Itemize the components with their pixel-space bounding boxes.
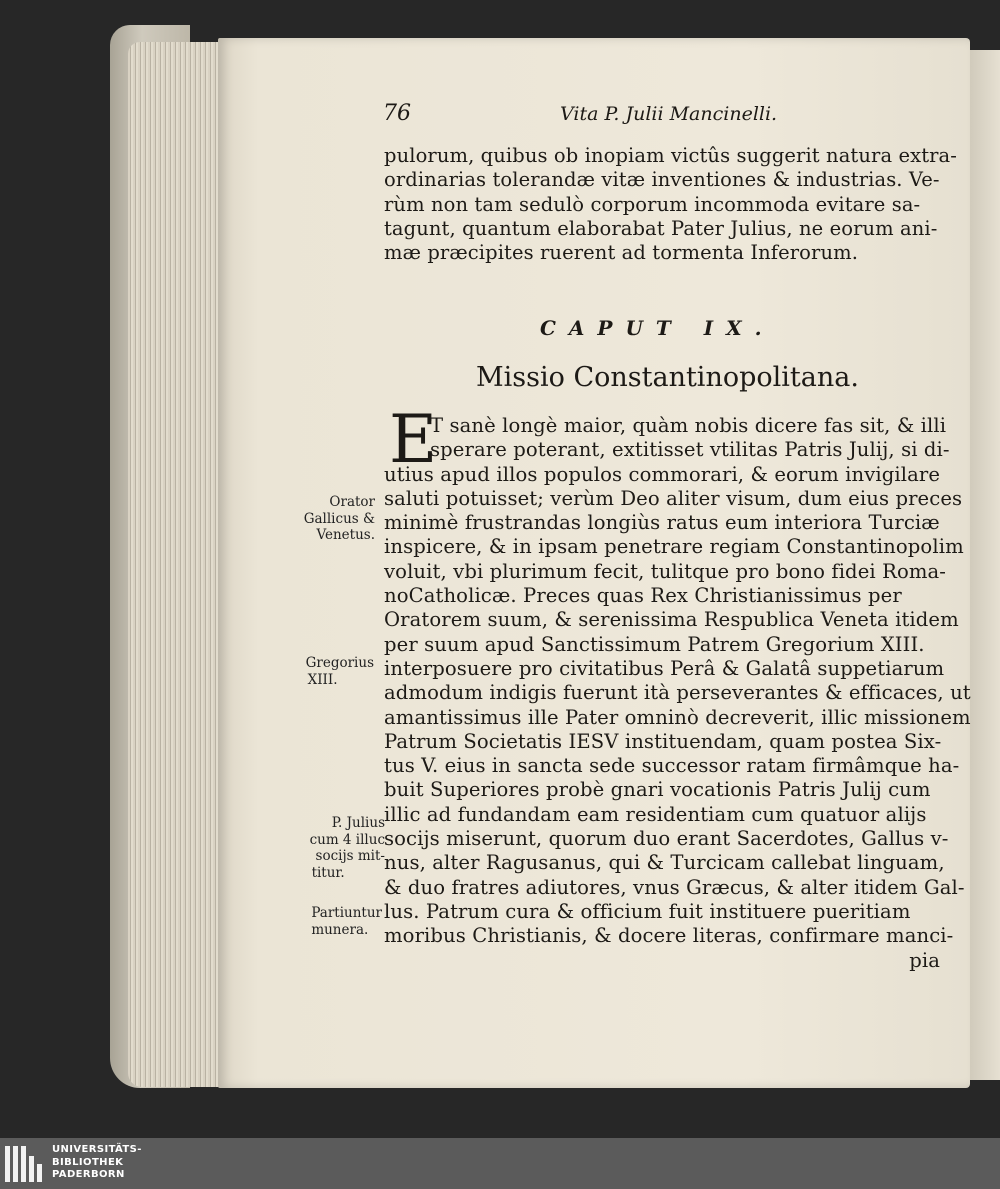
margin-line: Gallicus & bbox=[303, 510, 375, 527]
text-line: tagunt, quantum elaborabat Pater Julius, ne eorum ani- bbox=[384, 216, 938, 240]
text-line: moribus Christianis, & docere literas, confirmare manci- bbox=[384, 924, 954, 948]
text-line: minimè frustrandas longiùs ratus eum interiora Turciæ bbox=[384, 511, 940, 535]
body-text-main bbox=[384, 401, 971, 973]
text-line: buit Superiores probè gnari vocationis Patris Julij cum bbox=[384, 778, 931, 802]
text-line: pulorum, quibus ob inopiam victûs suggerit natura extra- bbox=[384, 144, 957, 167]
text-line: tus V. eius in sancta sede successor ratam firmâmque ha- bbox=[384, 754, 960, 778]
text-line: interposuere pro civitatibus Perâ & Galatâ suppetiarum bbox=[384, 656, 945, 680]
text-line: rùm non tam sedulò corporum incommoda evitare sa- bbox=[384, 192, 921, 216]
text-line: noCatholicæ. Preces quas Rex Christianissimus per bbox=[384, 584, 902, 608]
text-line: ordinarias tolerandæ vitæ inventiones & industrias. Ve- bbox=[384, 168, 940, 192]
running-title: Vita P. Julii Mancinelli. bbox=[560, 103, 778, 125]
chapter-title: Missio Constantinopolitana. bbox=[476, 362, 859, 393]
text-line: amantissimus ille Pater omninò decreverit, illic missionem bbox=[384, 705, 971, 729]
facing-page-edge bbox=[968, 50, 1000, 1080]
text-line: admodum indigis fuerunt ità perseverantes & efficaces, ut bbox=[384, 681, 971, 705]
text-line: nus, alter Ragusanus, qui & Turcicam callebat linguam, bbox=[384, 851, 945, 875]
margin-line: socijs mit- bbox=[315, 848, 385, 864]
margin-line: cum 4 illuc bbox=[309, 831, 385, 848]
logo-line: BIBLIOTHEK bbox=[52, 1156, 124, 1168]
chapter-heading: CAPUT IX. bbox=[540, 316, 775, 340]
text-line: & duo fratres adiutores, vnus Græcus, & alter itidem Gal- bbox=[384, 875, 965, 899]
catchword: pia bbox=[909, 948, 940, 972]
marginal-note-julius bbox=[310, 815, 385, 881]
text-line: illic ad fundandam eam residentiam cum quatuor alijs bbox=[384, 802, 927, 826]
text-line: Patrum Societatis IESV instituendam, quam postea Six- bbox=[384, 729, 942, 753]
marginal-note-partiuntur bbox=[311, 905, 382, 938]
margin-line: munera. bbox=[311, 921, 369, 938]
library-logo-text bbox=[52, 1144, 142, 1182]
text-line: T sanè longè maior, quàm nobis dicere fas sit, & illi bbox=[430, 414, 947, 437]
logo-line: PADERBORN bbox=[52, 1169, 125, 1180]
margin-line: Partiuntur bbox=[311, 905, 382, 921]
text-line: inspicere, & in ipsam penetrare regiam Constantinopolim bbox=[384, 535, 964, 559]
body-text-top bbox=[384, 144, 957, 265]
library-logo-icon bbox=[5, 1146, 47, 1182]
margin-line: P. Julius bbox=[331, 815, 385, 831]
text-line: sperare poterant, extitisset vtilitas Patris Julij, si di- bbox=[430, 438, 950, 462]
text-line: Oratorem suum, & serenissima Respublica Veneta itidem bbox=[384, 608, 959, 632]
marginal-note-gregorius bbox=[306, 655, 374, 688]
text-line: per suum apud Sanctissimum Patrem Gregorium XIII. bbox=[384, 632, 925, 656]
margin-line: titur. bbox=[311, 864, 345, 881]
text-line: socijs miserunt, quorum duo erant Sacerdotes, Gallus v- bbox=[384, 827, 949, 851]
marginal-note-orator bbox=[304, 494, 375, 544]
page-number: 76 bbox=[383, 101, 411, 126]
text-line: mæ præcipites ruerent ad tormenta Inferorum. bbox=[384, 241, 858, 265]
margin-line: Venetus. bbox=[316, 527, 375, 543]
library-footer bbox=[0, 1138, 1000, 1189]
text-line: saluti potuisset; verùm Deo aliter visum, dum eius preces bbox=[384, 486, 963, 510]
text-line: lus. Patrum cura & officium fuit instituere pueritiam bbox=[384, 899, 911, 923]
page-block-edges bbox=[128, 42, 223, 1087]
margin-line: Orator bbox=[329, 494, 375, 510]
text-line: utius apud illos populos commorari, & eorum invigilare bbox=[384, 462, 941, 486]
drop-cap: E bbox=[389, 401, 438, 478]
margin-line: Gregorius bbox=[305, 655, 374, 671]
margin-line: XIII. bbox=[307, 671, 338, 688]
text-line: voluit, vbi plurimum fecit, tulitque pro bono fidei Roma- bbox=[384, 559, 947, 583]
logo-line: UNIVERSITÄTS- bbox=[52, 1144, 142, 1155]
